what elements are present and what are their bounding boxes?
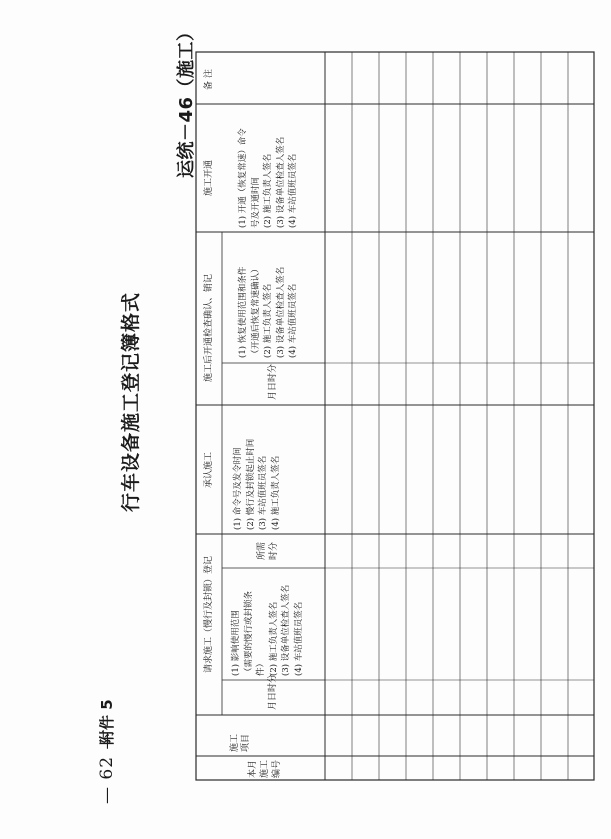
request-items: (1) 影响使用范围 （需要的慢行或封锁条 件） (2) 施工负责人签名 (3) 设备单位检查人签名 (4) 车站值班员签名 [231,584,304,676]
header-request: 请求施工（慢行及封锁）登记 [204,555,214,673]
header-project: 施工 项目 [230,733,251,752]
open-items: (1) 开通（恢复常速）命令 号及开通时间 (2) 施工负责人签名 (3) 设备单位检查人签名 (4) 车站值班员签名 [238,128,299,228]
document-title: 行车设备施工登记簿格式 [120,291,142,512]
header-approve: 承认施工 [204,451,214,488]
approve-items: (1) 命令号及发令时间 (2) 慢行及封锁起止时间 (3) 车站值班员签名 (4) 施工负责人签名 [233,438,281,530]
form-code: 运统－46（施工） [176,22,197,178]
confirm-time-label: 月日时分 [268,363,278,400]
page-number: — 62 — [97,731,117,804]
confirm-items: (1) 恢复使用范围和条件 （开通后恢复常速确认） (2) 施工负责人签名 (3) 设备单位检查人签名 (4) 车站值班员签名 [238,264,299,358]
annex-label: 附件 5 [98,699,116,745]
header-confirm: 施工后开通检查确认、销记 [204,273,214,382]
header-remarks: 备 注 [204,69,214,90]
request-time-label: 月日时分 [268,673,278,710]
approve-time-label: 所需 时分 [257,541,279,560]
header-open: 施工开通 [204,159,214,196]
header-serial: 本月 施工 编号 [248,759,282,778]
